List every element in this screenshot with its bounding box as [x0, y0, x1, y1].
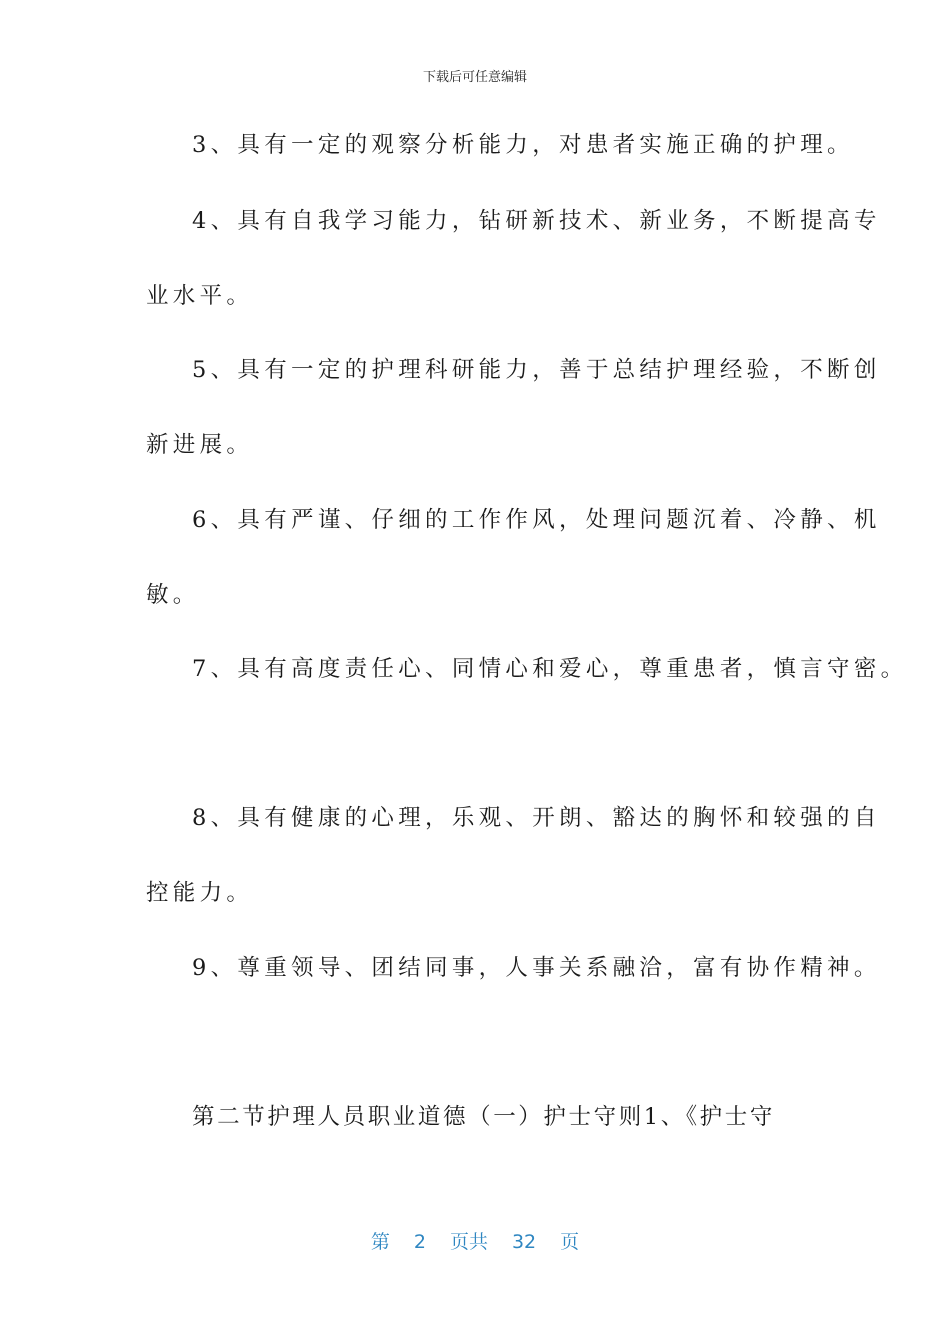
footer-suffix: 页 — [560, 1231, 580, 1253]
footer-prefix: 第 — [370, 1231, 390, 1253]
paragraph-line: 8、具有健康的心理，乐观、开朗、豁达的胸怀和较强的自 — [192, 805, 881, 831]
page-footer — [0, 1227, 950, 1254]
paragraph-line: 控能力。 — [146, 880, 254, 906]
footer-current-page: 2 — [413, 1231, 426, 1253]
paragraph-line: 业水平。 — [146, 283, 254, 309]
paragraph-line: 5、具有一定的护理科研能力，善于总结护理经验，不断创 — [192, 357, 881, 383]
paragraph-line: 6、具有严谨、仔细的工作作风，处理问题沉着、冷静、机 — [192, 507, 881, 533]
paragraph-line: 新进展。 — [146, 432, 254, 458]
header-note: 下载后可任意编辑 — [422, 70, 527, 85]
paragraph-line: 3、具有一定的观察分析能力，对患者实施正确的护理。 — [192, 132, 854, 158]
paragraph-line: 4、具有自我学习能力，钻研新技术、新业务，不断提高专 — [192, 208, 881, 234]
footer-total-pages: 32 — [511, 1231, 537, 1253]
paragraph-line: 9、尊重领导、团结同事，人事关系融洽，富有协作精神。 — [192, 955, 881, 981]
paragraph-line: 7、具有高度责任心、同情心和爱心，尊重患者，慎言守密。 — [192, 656, 908, 682]
paragraph-line: 敏。 — [146, 582, 200, 608]
footer-middle: 页共 — [449, 1231, 488, 1253]
section-heading-line: 第二节护理人员职业道德（一）护士守则1、《护士守 — [192, 1104, 775, 1130]
